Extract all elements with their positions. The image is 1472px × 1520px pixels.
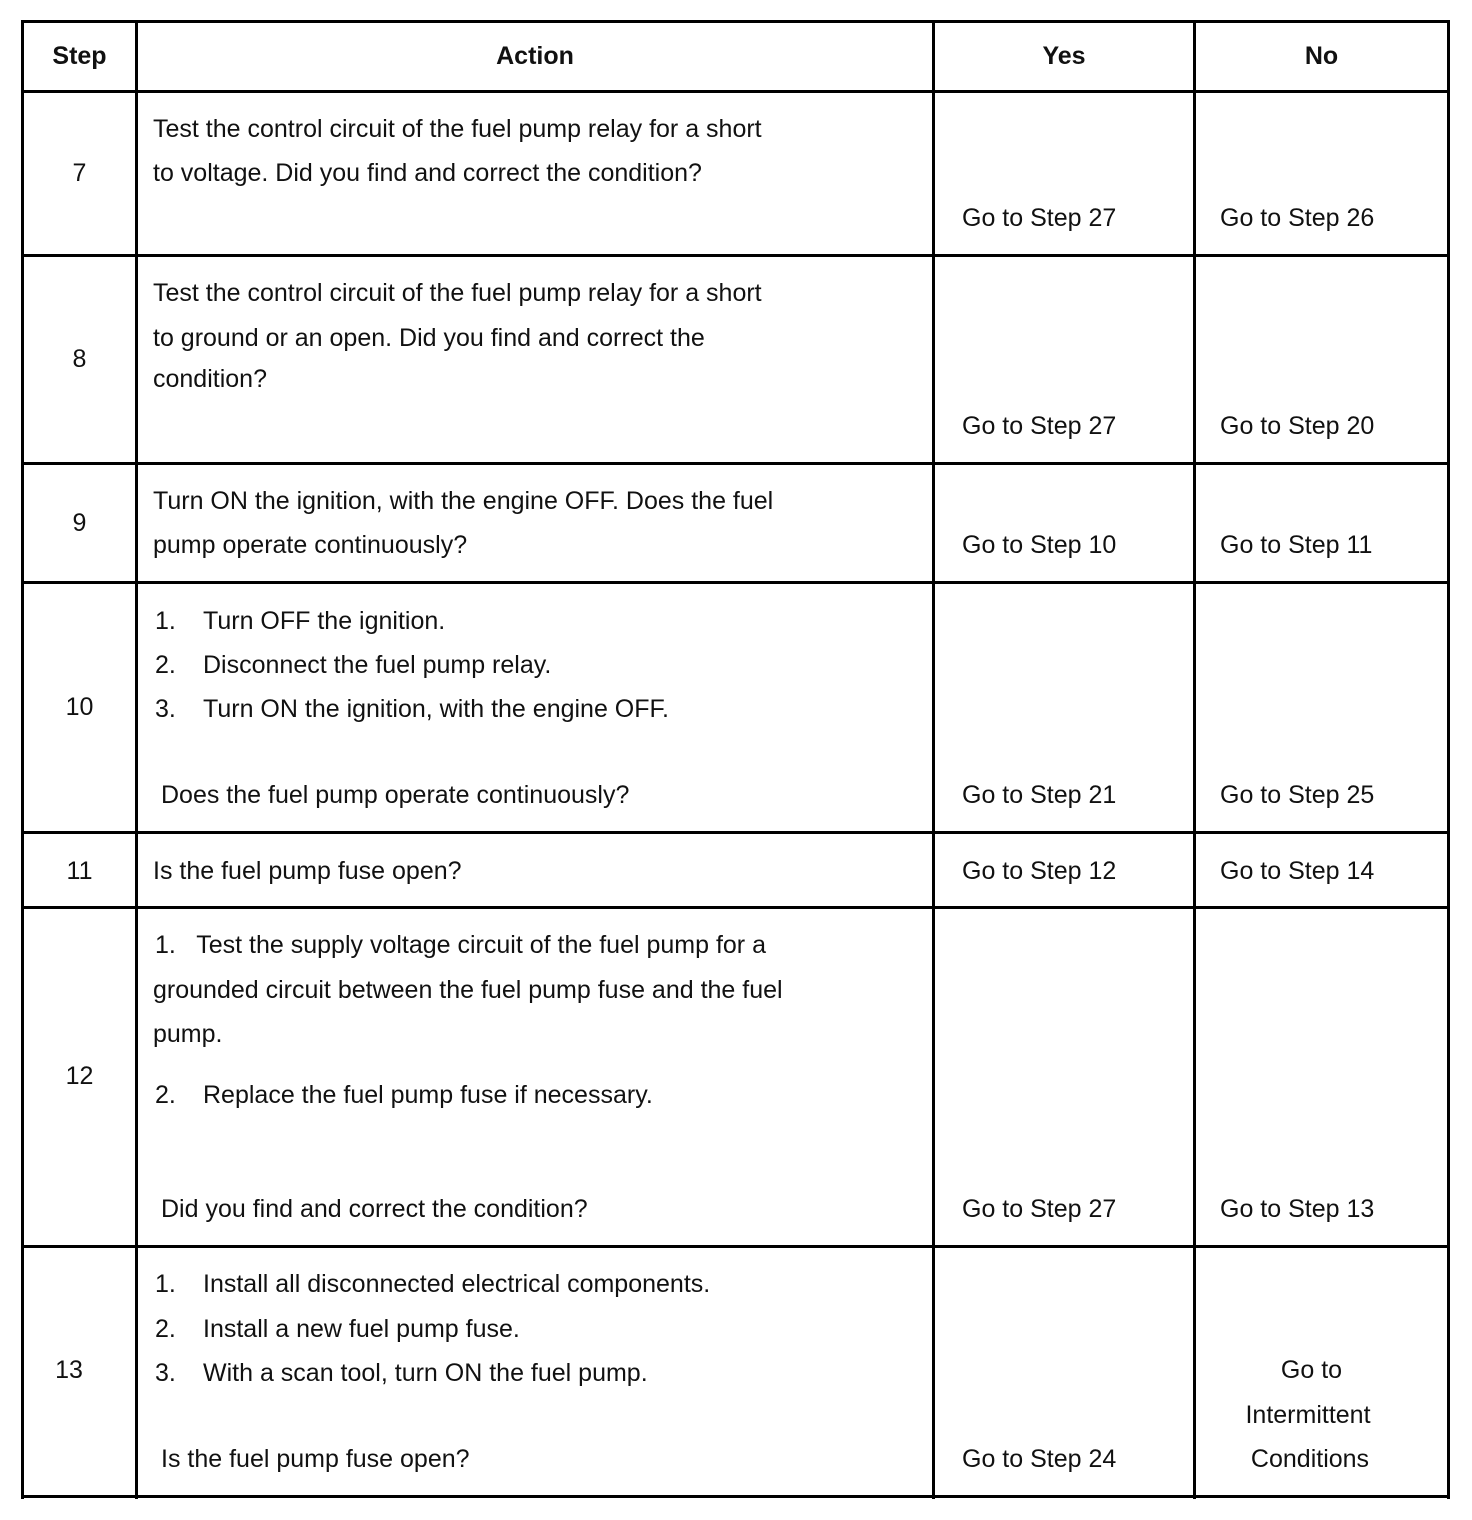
list-item-number: 3. xyxy=(155,1359,176,1387)
header-action: Action xyxy=(496,42,574,70)
list-item xyxy=(155,1073,653,1117)
no-link[interactable]: Intermittent xyxy=(1245,1401,1371,1429)
no-link[interactable]: Go to xyxy=(1280,1356,1343,1384)
action-line: 1. Test the supply voltage circuit of the fuel pump for a xyxy=(155,931,766,959)
header-step: Step xyxy=(52,42,107,70)
list-item-text: With a scan tool, turn ON the fuel pump. xyxy=(203,1359,648,1387)
action-line: pump operate continuously? xyxy=(153,531,468,559)
action-line: pump. xyxy=(153,1020,223,1048)
table-rule xyxy=(1193,20,1196,1499)
no-link[interactable]: Go to Step 26 xyxy=(1220,204,1375,232)
header-no: No xyxy=(1304,42,1339,70)
step-number: 11 xyxy=(66,857,93,885)
list-item-text: Install a new fuel pump fuse. xyxy=(203,1315,520,1343)
action-question: Does the fuel pump operate continuously? xyxy=(161,781,630,809)
list-item-text: Turn OFF the ignition. xyxy=(203,607,446,635)
action-line: Is the fuel pump fuse open? xyxy=(153,857,462,885)
no-link[interactable]: Go to Step 20 xyxy=(1220,412,1375,440)
action-line: to voltage. Did you find and correct the condition? xyxy=(153,159,702,187)
table-rule xyxy=(21,906,1450,909)
step-number: 13 xyxy=(55,1356,83,1384)
list-item-text: Disconnect the fuel pump relay. xyxy=(203,651,552,679)
table-rule xyxy=(21,20,24,1499)
table-rule xyxy=(21,1245,1450,1248)
yes-link[interactable]: Go to Step 10 xyxy=(962,531,1117,559)
action-line: Turn ON the ignition, with the engine OFF. Does the fuel xyxy=(153,487,774,515)
list-item-number: 2. xyxy=(155,1315,176,1343)
yes-link[interactable]: Go to Step 12 xyxy=(962,857,1117,885)
no-link[interactable]: Go to Step 14 xyxy=(1220,857,1375,885)
table-rule xyxy=(21,831,1450,834)
table-rule xyxy=(21,254,1450,257)
list-item-text: Turn ON the ignition, with the engine OFF. xyxy=(203,695,669,723)
list-item xyxy=(155,599,445,643)
action-line: Test the control circuit of the fuel pump relay for a short xyxy=(153,279,762,307)
yes-link[interactable]: Go to Step 27 xyxy=(962,412,1117,440)
list-item xyxy=(155,1351,648,1395)
yes-link[interactable]: Go to Step 24 xyxy=(962,1445,1117,1473)
no-link[interactable]: Go to Step 11 xyxy=(1220,531,1373,559)
table-rule xyxy=(932,20,935,1499)
list-item xyxy=(155,643,551,687)
table-rule xyxy=(135,20,138,1499)
action-line: Test the control circuit of the fuel pump relay for a short xyxy=(153,115,762,143)
action-line: condition? xyxy=(153,365,267,393)
table-rule xyxy=(21,20,1450,23)
table-rule xyxy=(1447,20,1450,1499)
no-link[interactable]: Conditions xyxy=(1250,1445,1370,1473)
step-number: 8 xyxy=(72,345,87,373)
yes-link[interactable]: Go to Step 21 xyxy=(962,781,1117,809)
table-rule xyxy=(21,581,1450,584)
list-item-number: 1. xyxy=(155,1270,176,1298)
no-link[interactable]: Go to Step 25 xyxy=(1220,781,1375,809)
table-rule xyxy=(21,462,1450,465)
list-item-text: Install all disconnected electrical components. xyxy=(203,1270,711,1298)
action-line: grounded circuit between the fuel pump fuse and the fuel xyxy=(153,976,783,1004)
step-number: 9 xyxy=(72,509,87,537)
yes-link[interactable]: Go to Step 27 xyxy=(962,204,1117,232)
no-link[interactable]: Go to Step 13 xyxy=(1220,1195,1375,1223)
header-yes: Yes xyxy=(1042,42,1086,70)
list-item xyxy=(155,687,669,731)
list-item-number: 1. xyxy=(155,607,176,635)
table-rule xyxy=(21,1495,1450,1498)
list-item-number: 3. xyxy=(155,695,176,723)
list-item xyxy=(155,1262,710,1306)
list-item-text: Replace the fuel pump fuse if necessary. xyxy=(203,1081,653,1109)
yes-link[interactable]: Go to Step 27 xyxy=(962,1195,1117,1223)
step-number: 10 xyxy=(65,693,94,721)
table-rule xyxy=(21,90,1450,93)
list-item-number: 2. xyxy=(155,1081,176,1109)
action-line: to ground or an open. Did you find and correct the xyxy=(153,324,705,352)
step-number: 12 xyxy=(65,1062,94,1090)
list-item xyxy=(155,1307,520,1351)
list-item-number: 2. xyxy=(155,651,176,679)
action-question: Did you find and correct the condition? xyxy=(161,1195,588,1223)
action-question: Is the fuel pump fuse open? xyxy=(161,1445,470,1473)
step-number: 7 xyxy=(72,159,87,187)
